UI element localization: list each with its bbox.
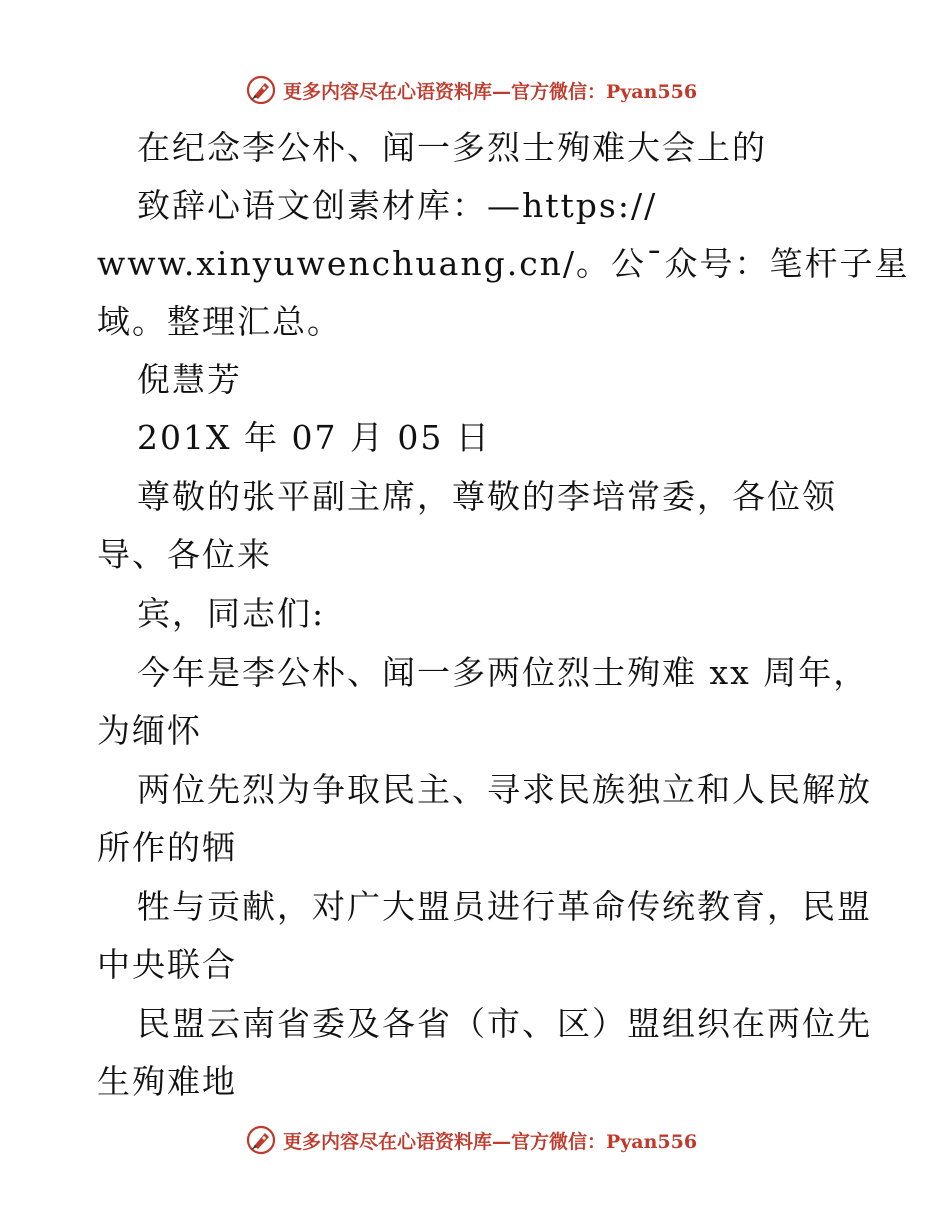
doc-line-salutation-1: 尊敬的张平副主席，尊敬的李培常委，各位领: [137, 477, 837, 516]
doc-line-title-2: 致辞心语文创素材库：—https://: [137, 186, 658, 225]
header-banner-inner: [245, 74, 697, 106]
doc-line-author: 倪慧芳: [137, 360, 242, 399]
doc-line-para-7: 民盟云南省委及各省（市、区）盟组织在两位先: [137, 1004, 872, 1043]
doc-line-salutation-3: 宾，同志们:: [137, 594, 326, 633]
doc-line-para-6: 中央联合: [97, 945, 237, 984]
pen-nib-logo-icon: [245, 74, 277, 106]
footer-banner-inner: [245, 1124, 697, 1156]
footer-banner: [0, 1122, 950, 1158]
header-banner-text: 更多内容尽在心语资料库—官方微信：Pyan556: [282, 80, 698, 103]
pen-nib-logo-icon: [245, 1124, 277, 1156]
doc-line-url: www.xinyuwenchuang.cn/。公¯众号：笔杆子星: [97, 244, 910, 283]
doc-line-para-4: 所作的牺: [97, 828, 237, 867]
doc-line-date: 201X 年 07 月 05 日: [137, 418, 491, 457]
doc-line-salutation-2: 导、各位来: [97, 535, 272, 574]
doc-line-para-8: 生殉难地: [97, 1062, 237, 1101]
doc-line-para-2: 为缅怀: [97, 711, 202, 750]
doc-line-para-1: 今年是李公朴、闻一多两位烈士殉难 xx 周年，: [137, 653, 869, 692]
doc-line-para-3: 两位先烈为争取民主、寻求民族独立和人民解放: [137, 770, 872, 809]
doc-line-para-5: 牲与贡献，对广大盟员进行革命传统教育，民盟: [137, 887, 872, 926]
doc-line-title-1: 在纪念李公朴、闻一多烈士殉难大会上的: [137, 128, 767, 167]
footer-banner-text: 更多内容尽在心语资料库—官方微信：Pyan556: [282, 1130, 698, 1153]
header-banner: [0, 72, 950, 108]
doc-line-note: 域。整理汇总。: [97, 302, 342, 341]
